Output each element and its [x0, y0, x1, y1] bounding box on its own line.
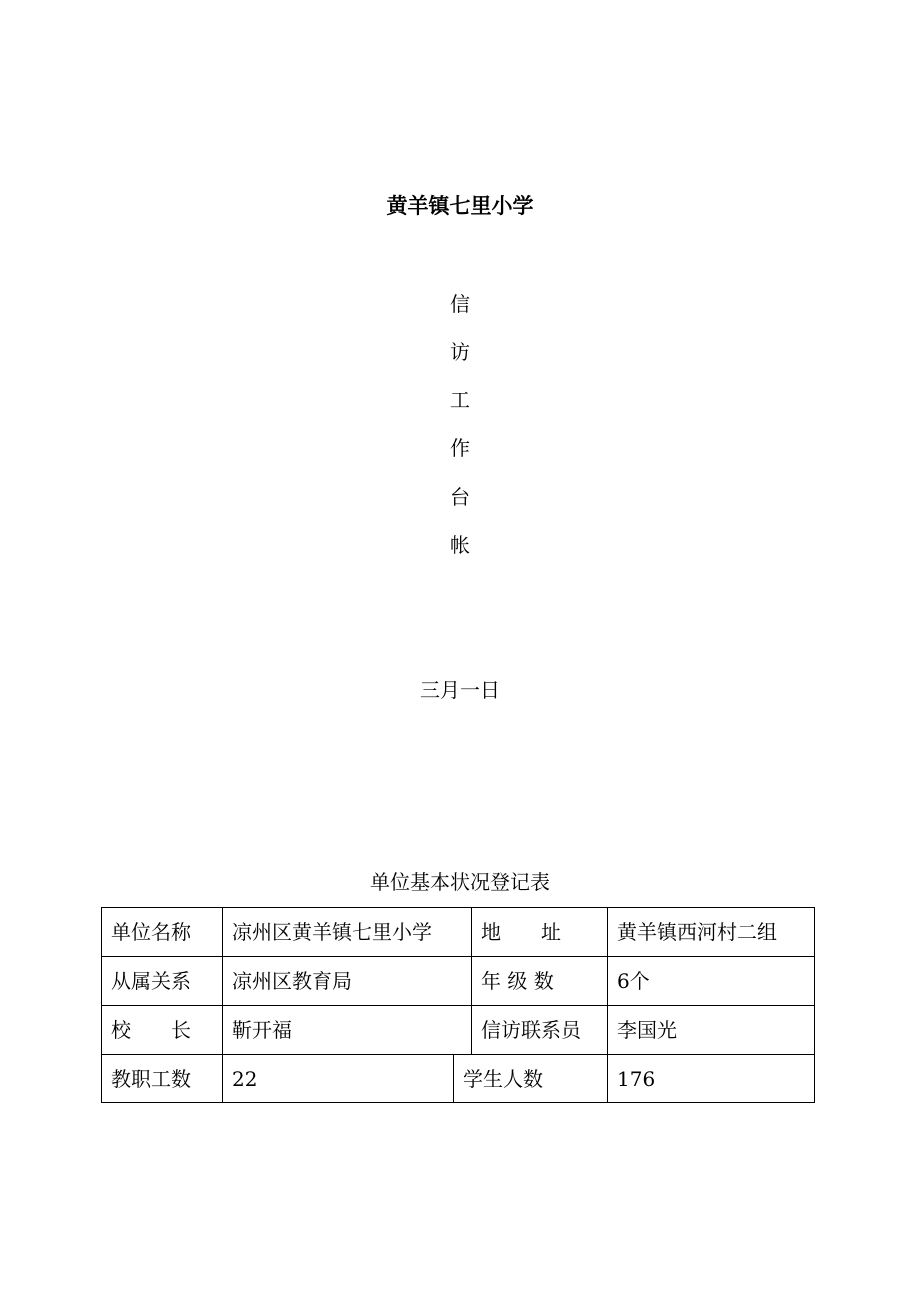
cell-staff-count-value: 22: [232, 1067, 258, 1091]
cell-unit-name-label: 单位名称: [111, 920, 191, 944]
cell-affiliation-value: 凉州区教育局: [232, 969, 352, 993]
cell-principal-value: 靳开福: [232, 1018, 292, 1042]
unit-info-table: [101, 907, 815, 1103]
cell-principal-label: 校 长: [111, 1018, 191, 1042]
vertical-title-char-6: 帐: [450, 533, 470, 557]
vertical-title-char-3: 工: [450, 388, 470, 412]
cell-petition-contact-label: 信访联系员: [481, 1018, 581, 1042]
vertical-title-char-2: 访: [450, 340, 470, 364]
vertical-title-char-5: 台: [450, 485, 470, 509]
cell-address-label: 地 址: [481, 920, 561, 944]
vertical-title-char-1: 信: [450, 292, 470, 316]
cell-student-count-label: 学生人数: [463, 1067, 543, 1091]
cell-staff-count-label: 教职工数: [111, 1067, 191, 1091]
cell-grade-count-value: 6个: [617, 969, 650, 993]
cell-petition-contact-value: 李国光: [617, 1018, 677, 1042]
school-title: 黄羊镇七里小学: [386, 194, 534, 218]
cell-address-value: 黄羊镇西河村二组: [617, 920, 777, 944]
date-text: 三月一日: [420, 678, 500, 702]
cell-student-count-value: 176: [617, 1067, 656, 1091]
table-caption: 单位基本状况登记表: [370, 870, 550, 894]
vertical-title-char-4: 作: [450, 436, 470, 460]
cell-affiliation-label: 从属关系: [111, 969, 191, 993]
cell-grade-count-label: 年 级 数: [481, 969, 554, 993]
cell-unit-name-value: 凉州区黄羊镇七里小学: [232, 920, 432, 944]
